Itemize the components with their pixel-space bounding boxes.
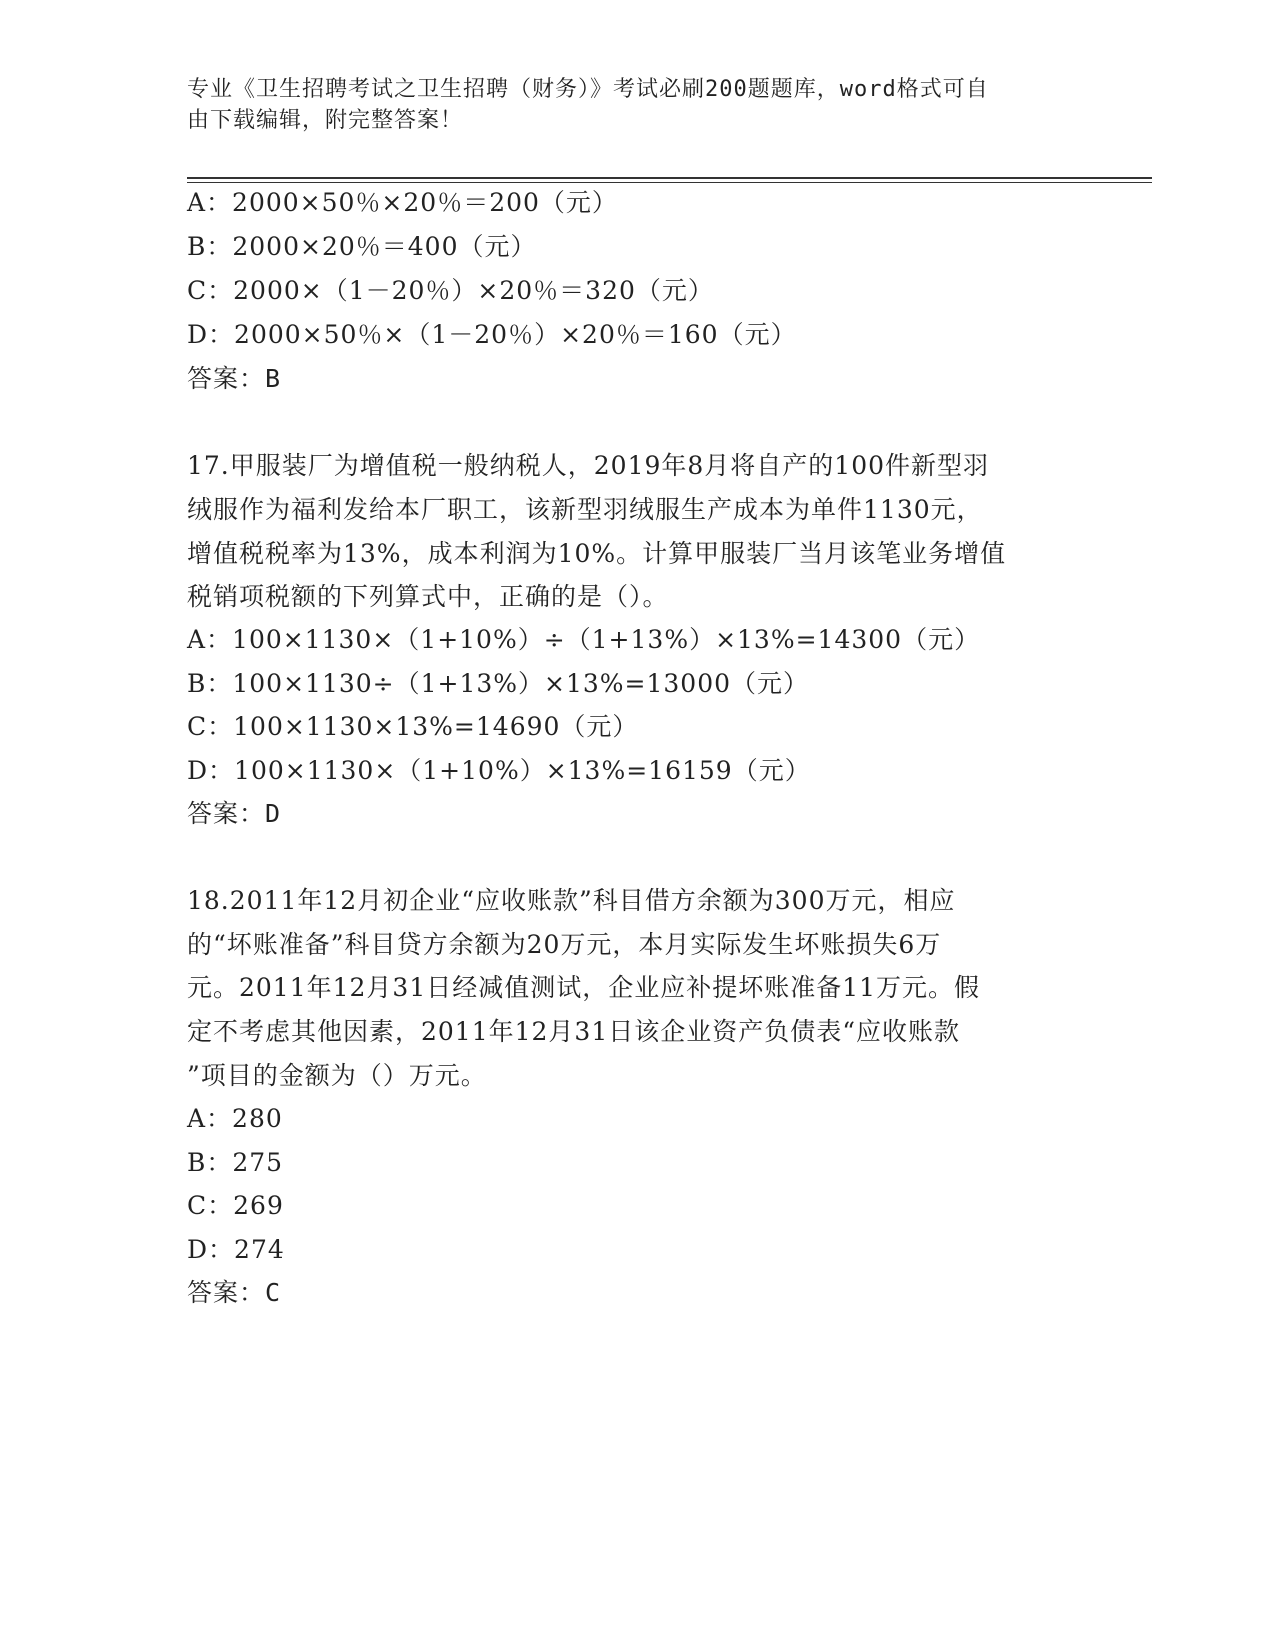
- q18-option-b: B：275: [187, 1148, 284, 1177]
- q18-option-d: D：274: [187, 1235, 285, 1264]
- q17-option-b: B：100×1130÷（1+13%）×13%=13000（元）: [187, 669, 810, 698]
- document-header: [187, 74, 1067, 136]
- q16-answer: 答案：B: [187, 364, 282, 393]
- q17-stem-line-4: 税销项税额的下列算式中，正确的是（）。: [187, 582, 669, 611]
- q18-stem-line-3: 元。2011年12月31日经减值测试，企业应补提坏账准备11万元。假: [187, 973, 981, 1002]
- q17-answer: 答案：D: [187, 799, 282, 828]
- q17-stem-line-2: 绒服作为福利发给本厂职工，该新型羽绒服生产成本为单件1130元，: [187, 495, 983, 524]
- q17-stem-line-1: 17.甲服装厂为增值税一般纳税人，2019年8月将自产的100件新型羽: [187, 451, 990, 480]
- q16-option-a: A：2000×50％×20％＝200（元）: [187, 188, 618, 217]
- q16-option-b: B：2000×20％＝400（元）: [187, 232, 537, 261]
- header-divider: [187, 177, 1152, 179]
- q17-option-a: A：100×1130×（1+10%）÷（1+13%）×13%=14300（元）: [187, 625, 981, 654]
- q18-stem-line-4: 定不考虑其他因素，2011年12月31日该企业资产负债表“应收账款: [187, 1017, 961, 1046]
- q17-option-d: D：100×1130×（1+10%）×13%=16159（元）: [187, 756, 811, 785]
- q18-stem-line-1: 18.2011年12月初企业“应收账款”科目借方余额为300万元，相应: [187, 886, 956, 915]
- q18-stem-line-2: 的“坏账准备”科目贷方余额为20万元，本月实际发生坏账损失6万: [187, 930, 942, 959]
- header-divider-thin: [187, 182, 1152, 183]
- q17-option-c: C：100×1130×13%=14690（元）: [187, 712, 639, 741]
- q18-option-c: C：269: [187, 1191, 284, 1220]
- q17-stem-line-3: 增值税税率为13%，成本利润为10%。计算甲服装厂当月该笔业务增值: [187, 539, 1007, 568]
- header-line-1: 专业《卫生招聘考试之卫生招聘（财务）》考试必刷200题题库，word格式可自: [187, 77, 989, 102]
- header-line-2: 由下载编辑，附完整答案！: [187, 108, 464, 133]
- q18-answer: 答案：C: [187, 1278, 282, 1307]
- q16-option-d: D：2000×50％×（1－20％）×20％＝160（元）: [187, 320, 797, 349]
- q18-stem-line-5: ”项目的金额为（）万元。: [187, 1061, 487, 1090]
- q18-option-a: A：280: [187, 1104, 283, 1133]
- q16-option-c: C：2000×（1－20％）×20％＝320（元）: [187, 276, 714, 305]
